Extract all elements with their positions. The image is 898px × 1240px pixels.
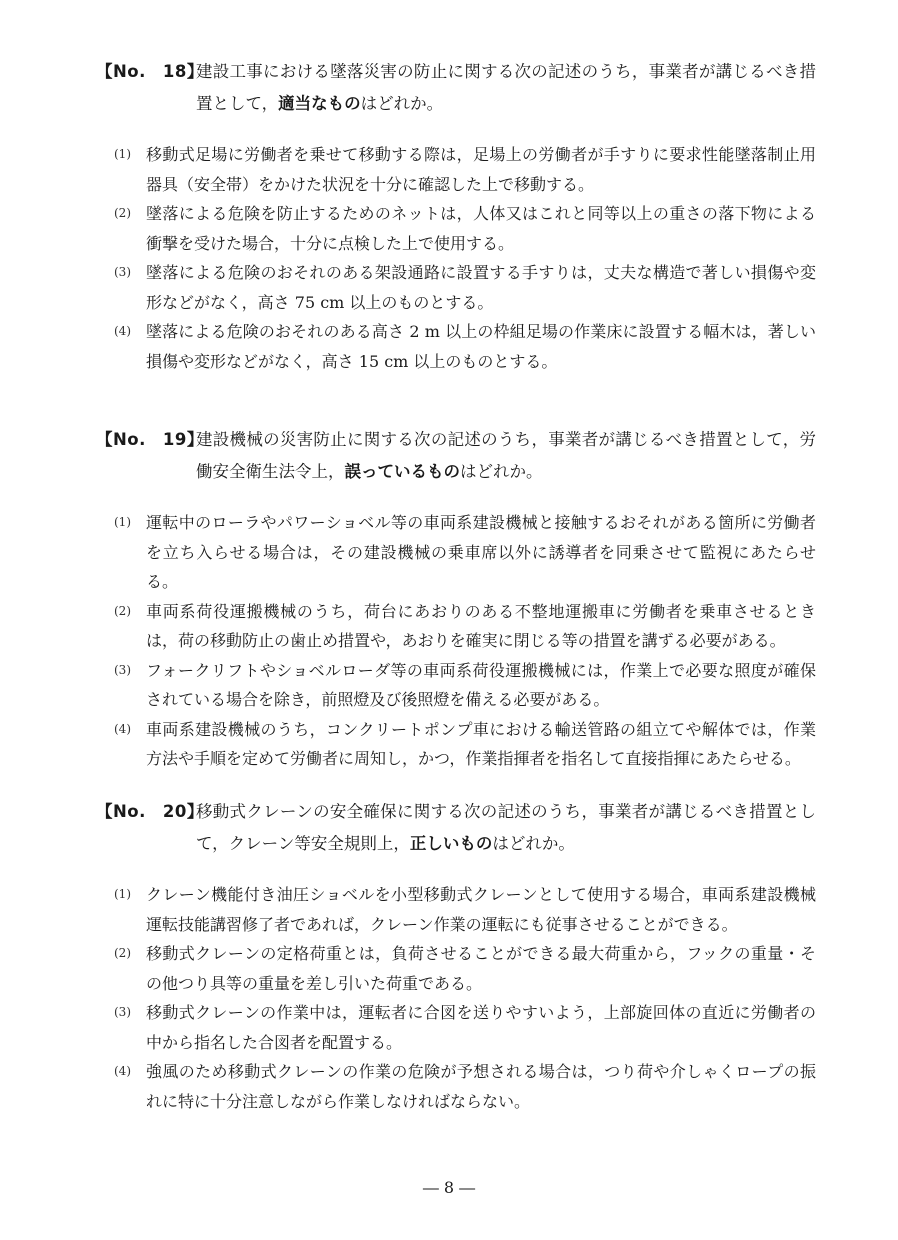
option-item — [114, 656, 816, 715]
option-item — [114, 140, 816, 199]
option-text: 移動式クレーンの作業中は，運転者に合図を送りやすいよう，上部旋回体の直近に労働者の中から指名した合図者を配置する。 — [146, 1003, 816, 1052]
question-18 — [96, 56, 816, 376]
option-item — [114, 998, 816, 1057]
option-item — [114, 939, 816, 998]
question-number: 【No. 19】 — [96, 430, 204, 449]
page-number: ― 8 ― — [422, 1178, 476, 1197]
option-number: (2) — [114, 946, 131, 960]
option-number: (4) — [114, 1064, 131, 1078]
option-list — [114, 140, 816, 376]
option-number: (1) — [114, 147, 131, 161]
option-number: (3) — [114, 265, 131, 279]
option-text: 強風のため移動式クレーンの作業の危険が予想される場合は，つり荷や介しゃくロープの振れに特に十分注意しながら作業しなければならない。 — [146, 1062, 816, 1111]
option-text: 車両系荷役運搬機械のうち，荷台にあおりのある不整地運搬車に労働者を乗車させるときは，荷の移動防止の歯止め措置や，あおりを確実に閉じる等の措置を講ずる必要がある。 — [146, 601, 816, 650]
option-number: (2) — [114, 603, 131, 618]
question-header — [96, 56, 816, 120]
option-number: (3) — [114, 1005, 131, 1019]
question-20 — [96, 796, 816, 1116]
question-number: 【No. 20】 — [96, 802, 204, 821]
stem-text-end: はどれか。 — [360, 94, 444, 113]
option-item — [114, 508, 816, 597]
option-number: (4) — [114, 324, 131, 338]
question-number: 【No. 18】 — [96, 62, 204, 81]
question-stem — [196, 56, 816, 120]
option-text: 移動式足場に労働者を乗せて移動する際は，足場上の労働者が手すりに要求性能墜落制止用器具（安全帯）をかけた状況を十分に確認した上で移動する。 — [146, 145, 816, 194]
option-item — [114, 715, 816, 774]
stem-text-end: はどれか。 — [492, 834, 575, 853]
stem-emphasis: 誤っているもの — [344, 462, 460, 481]
option-item — [114, 258, 816, 317]
option-text: 移動式クレーンの定格荷重とは，負荷させることができる最大荷重から，フックの重量・その他つり具等の重量を差し引いた荷重である。 — [146, 944, 816, 993]
option-number: (3) — [114, 662, 131, 677]
option-text: クレーン機能付き油圧ショベルを小型移動式クレーンとして使用する場合，車両系建設機械運転技能講習修了者であれば，クレーン作業の運転にも従事させることができる。 — [146, 885, 816, 934]
option-list — [114, 508, 816, 774]
question-header — [96, 796, 816, 860]
stem-text: 移動式クレーンの安全確保に関する次の記述のうち，事業者が講じるべき措置として，クレーン等安全規則上， — [196, 802, 816, 853]
option-number: (1) — [114, 887, 131, 901]
question-19 — [96, 424, 816, 774]
option-item — [114, 199, 816, 258]
question-stem — [196, 424, 816, 488]
option-list — [114, 880, 816, 1116]
option-text: 運転中のローラやパワーショベル等の車両系建設機械と接触するおそれがある箇所に労働者を立ち入らせる場合は，その建設機械の乗車席以外に誘導者を同乗させて監視にあたらせる。 — [146, 513, 816, 591]
stem-text: 建設工事における墜落災害の防止に関する次の記述のうち，事業者が講じるべき措置として， — [196, 62, 816, 113]
option-item — [114, 1057, 816, 1116]
option-number: (1) — [114, 515, 131, 529]
question-header — [96, 424, 816, 488]
option-text: 墜落による危険のおそれのある架設通路に設置する手すりは，丈夫な構造で著しい損傷や変形などがなく，高さ 75 cm 以上のものとする。 — [146, 263, 816, 312]
stem-emphasis: 正しいもの — [409, 834, 493, 853]
option-item — [114, 880, 816, 939]
stem-text-end: はどれか。 — [460, 462, 543, 481]
option-item — [114, 317, 816, 376]
option-item — [114, 597, 816, 656]
stem-text: 建設機械の災害防止に関する次の記述のうち，事業者が講じるべき措置として，労働安全衛生法令上， — [196, 430, 816, 481]
question-stem — [196, 796, 816, 860]
option-text: 墜落による危険を防止するためのネットは，人体又はこれと同等以上の重さの落下物による衝撃を受けた場合，十分に点検した上で使用する。 — [146, 204, 816, 253]
option-text: フォークリフトやショベルローダ等の車両系荷役運搬機械には，作業上で必要な照度が確保されている場合を除き，前照燈及び後照燈を備える必要がある。 — [146, 660, 816, 709]
stem-emphasis: 適当なもの — [278, 94, 361, 113]
option-number: (2) — [114, 206, 131, 220]
option-number: (4) — [114, 721, 131, 736]
option-text: 墜落による危険のおそれのある高さ 2 m 以上の枠組足場の作業床に設置する幅木は，著しい損傷や変形などがなく，高さ 15 cm 以上のものとする。 — [146, 322, 816, 371]
option-text: 車両系建設機械のうち，コンクリートポンプ車における輸送管路の組立てや解体では，作業方法や手順を定めて労働者に周知し，かつ，作業指揮者を指名して直接指揮にあたらせる。 — [146, 719, 816, 768]
